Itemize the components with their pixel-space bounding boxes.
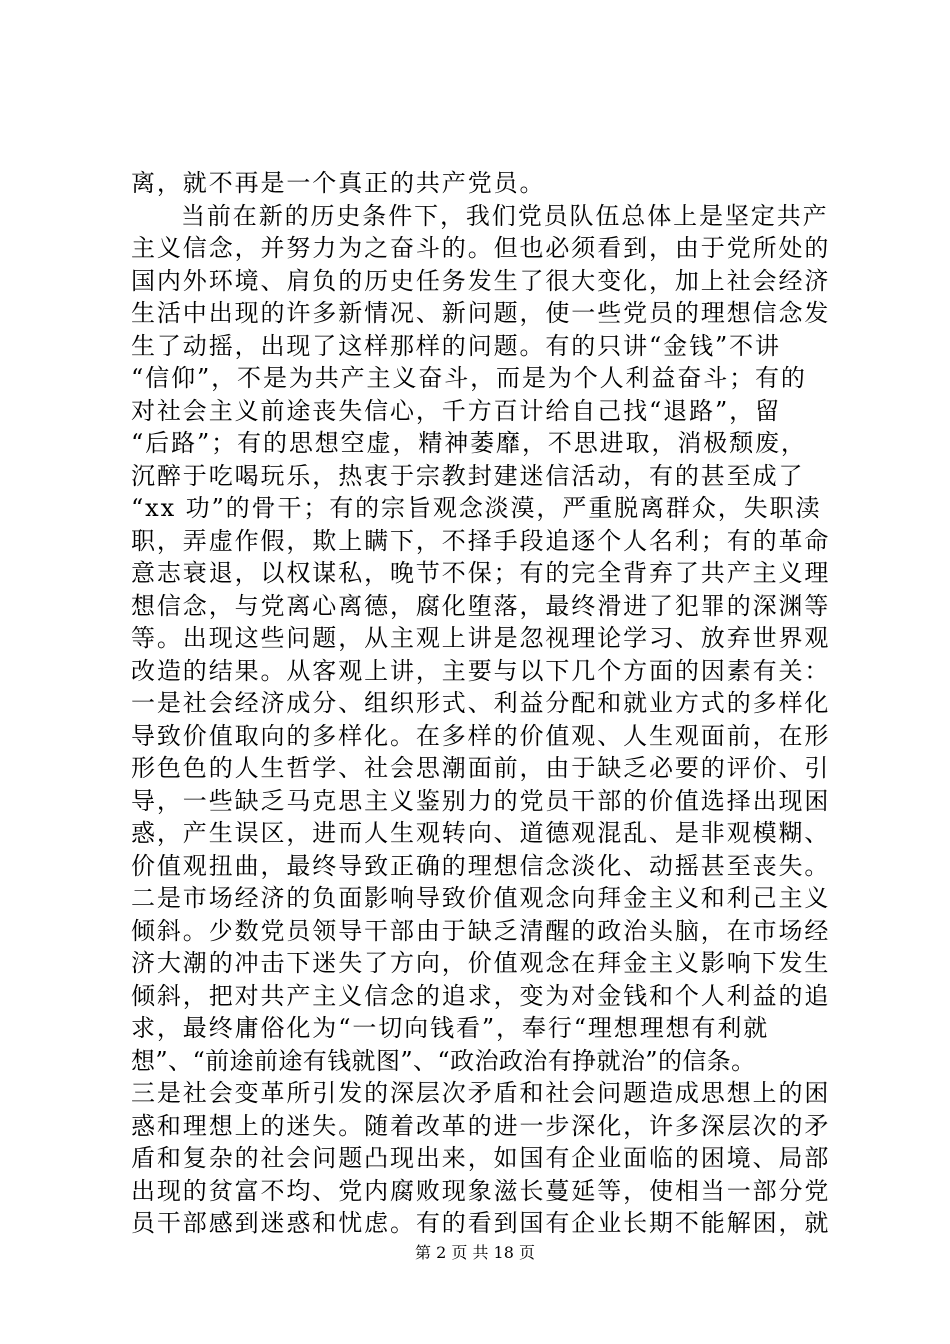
text-line: 当前在新的历史条件下，我们党员队伍总体上是坚定共产 [181, 201, 829, 230]
page-footer: 第 2 页 共 18 页 [415, 1243, 535, 1262]
text-line: 生活中出现的许多新情况、新问题，使一些党员的理想信念发 [131, 299, 831, 327]
text-line: 济大潮的冲击下迷失了方向，价值观念在拜金主义影响下发生 [131, 949, 831, 977]
text-line: 改造的结果。从客观上讲，主要与以下几个方面的因素有关： [131, 656, 831, 685]
text-line: 惑和理想上的迷失。随着改革的进一步深化，许多深层次的矛 [131, 1111, 831, 1140]
text-line: 惑，产生误区，进而人生观转向、道德观混乱、是非观模糊、 [131, 819, 831, 847]
text-line: 导，一些缺乏马克思主义鉴别力的党员干部的价值选择出现困 [131, 786, 831, 815]
text-line: 离，就不再是一个真正的共产党员。 [131, 169, 546, 197]
text-line: 盾和复杂的社会问题凸现出来，如国有企业面临的困境、局部 [131, 1144, 831, 1172]
body-text [131, 167, 851, 1240]
text-line: 想信念，与党离心离德，腐化堕落，最终滑进了犯罪的深渊等 [131, 591, 831, 620]
text-line: 职，弄虚作假，欺上瞒下，不择手段追逐个人名利；有的革命 [131, 526, 831, 555]
text-line: 求，最终庸俗化为“一切向钱看”，奉行“理想理想有利就 [131, 1014, 770, 1042]
text-line: 导致价值取向的多样化。在多样的价值观、人生观面前，在形 [131, 721, 831, 750]
text-line: “信仰”，不是为共产主义奋斗，而是为个人利益奋斗；有的 [131, 364, 807, 392]
text-line: 员干部感到迷惑和忧虑。有的看到国有企业长期不能解困，就 [131, 1209, 831, 1237]
text-line: 国内外环境、肩负的历史任务发生了很大变化，加上社会经济 [131, 266, 831, 295]
text-line: 价值观扭曲，最终导致正确的理想信念淡化、动摇甚至丧失。 [131, 851, 831, 880]
text-line: 二是市场经济的负面影响导致价值观念向拜金主义和利己主义 [131, 884, 831, 912]
text-line: 等。出现这些问题，从主观上讲是忽视理论学习、放弃世界观 [131, 624, 831, 652]
text-line: 意志衰退，以权谋私，晚节不保；有的完全背弃了共产主义理 [131, 559, 831, 587]
text-line: “后路”；有的思想空虚，精神萎靡，不思进取，消极颓废， [131, 429, 807, 457]
text-line: 倾斜，把对共产主义信念的追求，变为对金钱和个人利益的追 [131, 981, 831, 1010]
text-line: 一是社会经济成分、组织形式、利益分配和就业方式的多样化 [131, 689, 831, 717]
text-line: 生了动摇，出现了这样那样的问题。有的只讲“金钱”不讲 [131, 331, 781, 360]
text-line: 出现的贫富不均、党内腐败现象滋长蔓延等，使相当一部分党 [131, 1176, 831, 1205]
text-line: 想”、“前途前途有钱就图”、“政治政治有挣就治”的信条。 [131, 1046, 756, 1075]
text-line: 形色色的人生哲学、社会思潮面前，由于缺乏必要的评价、引 [131, 754, 831, 782]
text-line: 对社会主义前途丧失信心，千方百计给自己找“退路”，留 [131, 396, 781, 425]
text-line: 倾斜。少数党员领导干部由于缺乏清醒的政治头脑，在市场经 [131, 916, 831, 945]
text-line: 主义信念，并努力为之奋斗的。但也必须看到，由于党所处的 [131, 234, 831, 262]
text-line: 三是社会变革所引发的深层次矛盾和社会问题造成思想上的困 [131, 1079, 831, 1107]
text-line: “xx 功”的骨干；有的宗旨观念淡漠，严重脱离群众，失职渎 [131, 494, 822, 522]
text-line: 沉醉于吃喝玩乐，热衷于宗教封建迷信活动，有的甚至成了 [131, 461, 805, 490]
